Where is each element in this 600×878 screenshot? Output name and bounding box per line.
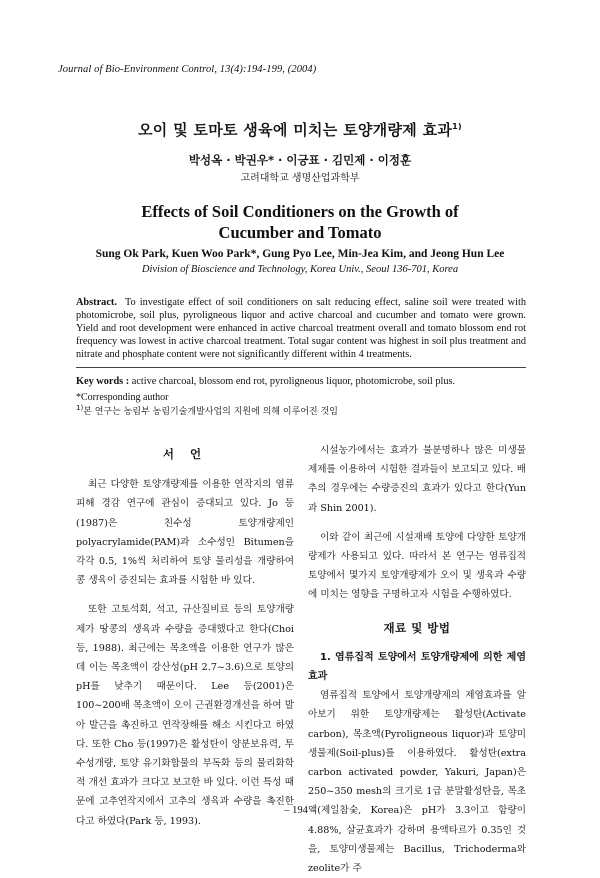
keywords-text: active charcoal, blossom end rot, pyroligneous liquor, photomicrobe, soil plus. (131, 376, 456, 387)
journal-citation: Journal of Bio-Environment Control, 13(4):194-199, (2004) (58, 64, 317, 75)
intro-paragraph-3: 시설농가에서는 효과가 불분명하나 많은 미생물제제를 이용하여 시험한 결과들이 보고되고 있다. 배추의 경우에는 수량증진의 효과가 있다고 한다(Yun과 Shin 2001). (308, 445, 526, 514)
intro-paragraph-2: 또한 고토석회, 석고, 규산질비료 등의 토양개량제가 땅콩의 생육과 수량을 증대했다고 한다(Choi 등, 1988). 최근에는 목초액을 이용한 연구가 많은데 이는 목초액이 강산성(pH 2.7~3.6)으로 토양의 pH를 낮추기 때문이다. Lee 등(2001)은 100~200배 목초액이 오이 근권환경개선을 하여 발아 발근을 촉진하고 연작장해를 해소 시킨다고 하였다. 또한 Cho 등(1997)은 활성탄이 양분보유력, 투수성개량, 토양 유기화합물의 부독화 등의 물리화학적 개선 효과가 크다고 보고한 바 있다. 이런 특성 때문에 고추연작지에서 고추의 생육과 수량을 촉진한다고 하였다(Park 등, 1993). (76, 604, 294, 827)
authors-english: Sung Ok Park, Kuen Woo Park*, Gung Pyo Lee, Min-Jea Kim, and Jeong Hun Lee (95, 248, 505, 260)
abstract-text: To investigate effect of soil conditioners on salt reducing effect, saline soil were treated with photomicrobe, soil plus, pyroligneous liquor and active charcoal and cucumber and tomato were grown. Yield and root development were enhanced in active charcoal treatment overall and tomato blossom end rot frequency was lowest in active charcoal treatment. Total sugar content was highest in soil plus treatment and nitrate and phosphate content were not significantly different within 4 treatments. (76, 297, 526, 360)
abstract (76, 296, 526, 361)
affiliation-english: Division of Bioscience and Technology, Korea Univ., Seoul 136-701, Korea (141, 264, 459, 275)
abstract-label: Abstract. (76, 297, 117, 308)
corresponding-author-note: *Corresponding author (76, 392, 169, 403)
intro-paragraph-1: 최근 다양한 토양개량제를 이용한 연작지의 염류피해 경감 연구에 관심이 증대되고 있다. Jo 등(1987)은 친수성 토양개량제인 polyacrylamide(PAM)과 소수성인 Bitumen을 각각 0.5, 1%씩 처리하여 토양 물리성을 개량하여 콩 생육이 증진되는 효과를 시험한 바 있다. (76, 479, 294, 587)
left-column (76, 445, 294, 831)
footnote-mark: 1) (76, 404, 84, 412)
introduction-heading: 서 언 (162, 447, 208, 461)
methods-subheading: 1. 염류집적 토양에서 토양개량제에 의한 제염효과 (308, 651, 526, 683)
title-korean (0, 119, 600, 140)
methods-paragraph-1: 염류집적 토양에서 토양개량제의 제염효과를 알아보기 위한 토양개량제는 활성탄(Activate carbon), 목초액(Pyroligneous liquor)과 토양미생물제(Soil-plus)를 이용하였다. 활성탄(extra carbon activated powder, Yakuri, Japan)은 250~350 mesh의 크기로 1급 분말활성탄을, 목초액(제일참숯, Korea)은 pH가 3.3이고 함량이 4.88%, 살균효과가 강하며 용액타르가 0.35인 것을, 토양미생물제는 Bacillus, Trichoderma와 zeolite가 주 (308, 690, 526, 875)
funding-footnote (76, 404, 338, 417)
methods-heading: 재료 및 방법 (383, 620, 451, 635)
affiliation-korean: 고려대학교 생명산업과학부 (240, 173, 360, 184)
title-english (0, 201, 600, 243)
keywords-label: Key words : (76, 376, 130, 387)
intro-paragraph-4: 이와 같이 최근에 시설재배 토양에 다양한 토양개량제가 사용되고 있다. 따라서 본 연구는 염류집적 토양에서 몇가지 토양개량제가 오이 및 생육과 수량에 미치는 영향을 구명하고자 시험을 수행하였다. (308, 531, 526, 601)
title-korean-text: 오이 및 토마토 생육에 미치는 토양개량제 효과 (138, 121, 453, 139)
page-number: – 194 – (284, 805, 316, 816)
authors-korean: 박성옥 · 박권우* · 이긍표 · 김민제 · 이정훈 (188, 153, 412, 167)
abstract-divider (76, 367, 526, 368)
title-english-line1: Effects of Soil Conditioners on the Growth of (141, 202, 459, 221)
title-footnote-mark: 1) (452, 122, 462, 131)
title-english-line2: Cucumber and Tomato (218, 223, 382, 242)
footnote-text: 본 연구는 농림부 농림기술개발사업의 지원에 의해 이루어진 것임 (83, 407, 338, 417)
keywords (76, 376, 526, 387)
